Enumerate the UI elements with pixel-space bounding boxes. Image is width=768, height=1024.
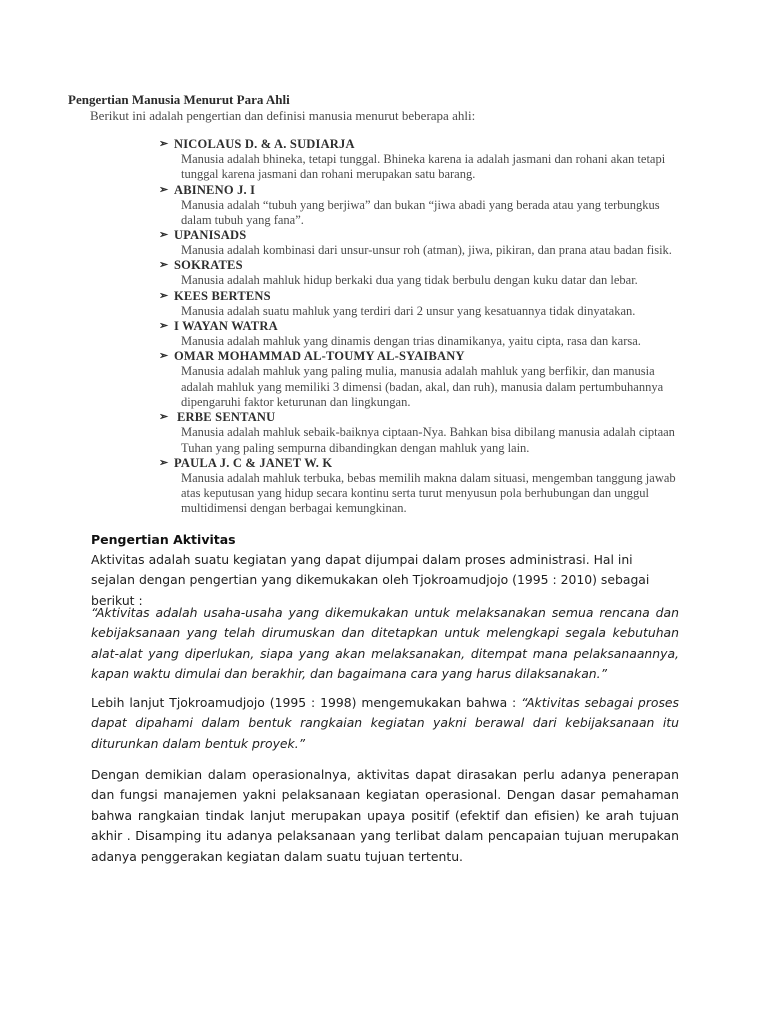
- list-item: [159, 258, 719, 288]
- expert-definition: Manusia adalah bhineka, tetapi tunggal. Bhineka karena ia adalah jasmani dan rohani akan tetapi tunggal karena jasmani dan rohani merupakan satu barang.: [181, 152, 666, 182]
- list-item: [159, 319, 719, 349]
- paragraph-lead: Lebih lanjut Tjokroamudjojo (1995 : 1998) mengemukakan bahwa :: [91, 695, 522, 710]
- arrow-bullet-icon: ➢: [159, 183, 169, 196]
- list-item: [159, 228, 719, 258]
- expert-name: I WAYAN WATRA: [174, 319, 278, 334]
- expert-list: [159, 137, 719, 517]
- list-item: [159, 183, 719, 229]
- list-item: [159, 410, 719, 456]
- section-title-manusia: Pengertian Manusia Menurut Para Ahli: [68, 92, 290, 107]
- expert-definition: Manusia adalah mahluk yang dinamis dengan trias dinamikanya, yaitu cipta, rasa dan karsa.: [181, 334, 641, 349]
- expert-definition: Manusia adalah kombinasi dari unsur-unsur roh (atman), jiwa, pikiran, dan prana atau badan fisik.: [181, 243, 672, 258]
- arrow-bullet-icon: ➢: [159, 350, 169, 363]
- list-item: [159, 137, 719, 183]
- arrow-bullet-icon: ➢: [159, 138, 169, 150]
- expert-definition: Manusia adalah “tubuh yang berjiwa” dan bukan “jiwa abadi yang berada atau yang terbungkus dalam tubuh yang fana”.: [181, 197, 660, 227]
- expert-definition: Manusia adalah mahluk hidup berkaki dua yang tidak berbulu dengan kuku datar dan lebar.: [181, 273, 638, 288]
- expert-name: NICOLAUS D. & A. SUDIARJA: [174, 137, 355, 151]
- arrow-bullet-icon: ➢: [159, 320, 169, 333]
- arrow-bullet-icon: ➢: [159, 259, 169, 272]
- expert-definition: Manusia adalah mahluk sebaik-baiknya ciptaan-Nya. Bahkan bisa dibilang manusia adalah ciptaan Tuhan yang paling sempurna dibandingkan dengan mahluk yang lain.: [181, 425, 675, 455]
- inline-quote: “Aktivitas sebagai proses dapat dipahami dalam bentuk rangkaian kegiatan yakni berawal dari kebijaksanaan itu diturunkan dalam bentuk proyek.”: [91, 695, 679, 751]
- expert-name: ABINENO J. I: [174, 182, 256, 197]
- expert-name: OMAR MOHAMMAD AL-TOUMY AL-SYAIBANY: [174, 349, 465, 364]
- paragraph-conclusion: Dengan demikian dalam operasionalnya, aktivitas dapat dirasakan perlu adanya penerapan dan fungsi manajemen yakni pelaksanaan kegiatan operasional. Dengan dasar pemahaman bahwa rangkaian tindak lanjut merupakan upaya positif (efektif dan efisien) ke arah tujuan akhir . Disamping itu adanya pelaksanaan yang terlibat dalam pencapaian tujuan merupakan adanya penggerakan kegiatan dalam suatu tujuan tertentu.: [91, 767, 679, 864]
- expert-name: ERBE SENTANU: [177, 410, 276, 425]
- arrow-bullet-icon: ➢: [159, 229, 169, 242]
- section-intro: Berikut ini adalah pengertian dan definisi manusia menurut beberapa ahli:: [90, 108, 476, 123]
- list-item: [159, 456, 719, 517]
- quote-paragraph: “Aktivitas adalah usaha-usaha yang dikemukakan untuk melaksanakan semua rencana dan kebijaksanaan yang telah dirumuskan dan ditetapkan untuk melengkapi segala kebutuhan alat-alat yang diperlukan, siapa yang akan melaksanakan, ditempat mana pelaksanaannya, kapan waktu dimulai dan berakhir, dan bagaimana cara yang harus dilaksanakan.”: [91, 605, 679, 682]
- paragraph-definition: Aktivitas adalah suatu kegiatan yang dapat dijumpai dalam proses administrasi. Hal ini sejalan dengan pengertian yang dikemukakan oleh Tjokroamudjojo (1995 : 2010) sebagai berikut :: [91, 552, 650, 608]
- list-item: [159, 349, 719, 410]
- expert-name: SOKRATES: [174, 258, 243, 273]
- expert-definition: Manusia adalah mahluk terbuka, bebas memilih makna dalam situasi, mengemban tanggung jawab atas keputusan yang hidup secara kontinu serta turut menyusun pola berhubungan dan unggul multidimensi dengan berbagai kemungkinan.: [181, 470, 676, 516]
- expert-name: PAULA J. C & JANET W. K: [174, 455, 333, 470]
- expert-definition: Manusia adalah suatu mahluk yang terdiri dari 2 unsur yang kesatuannya tidak dinyatakan.: [181, 303, 636, 318]
- expert-name: KEES BERTENS: [174, 288, 271, 303]
- section-title-aktivitas: Pengertian Aktivitas: [91, 532, 236, 547]
- paragraph-tjokroamudjojo: [91, 693, 679, 754]
- arrow-bullet-icon: ➢: [159, 456, 169, 469]
- arrow-bullet-icon: ➢: [159, 411, 169, 424]
- arrow-bullet-icon: ➢: [159, 289, 169, 302]
- expert-definition: Manusia adalah mahluk yang paling mulia, manusia adalah mahluk yang berfikir, dan manusia adalah mahluk yang memiliki 3 dimensi (badan, akal, dan ruh), manusia dalam pertumbuhannya dipengaruhi faktor keturunan dan lingkungan.: [181, 364, 664, 409]
- expert-name: UPANISADS: [174, 228, 247, 243]
- list-item: [159, 289, 719, 319]
